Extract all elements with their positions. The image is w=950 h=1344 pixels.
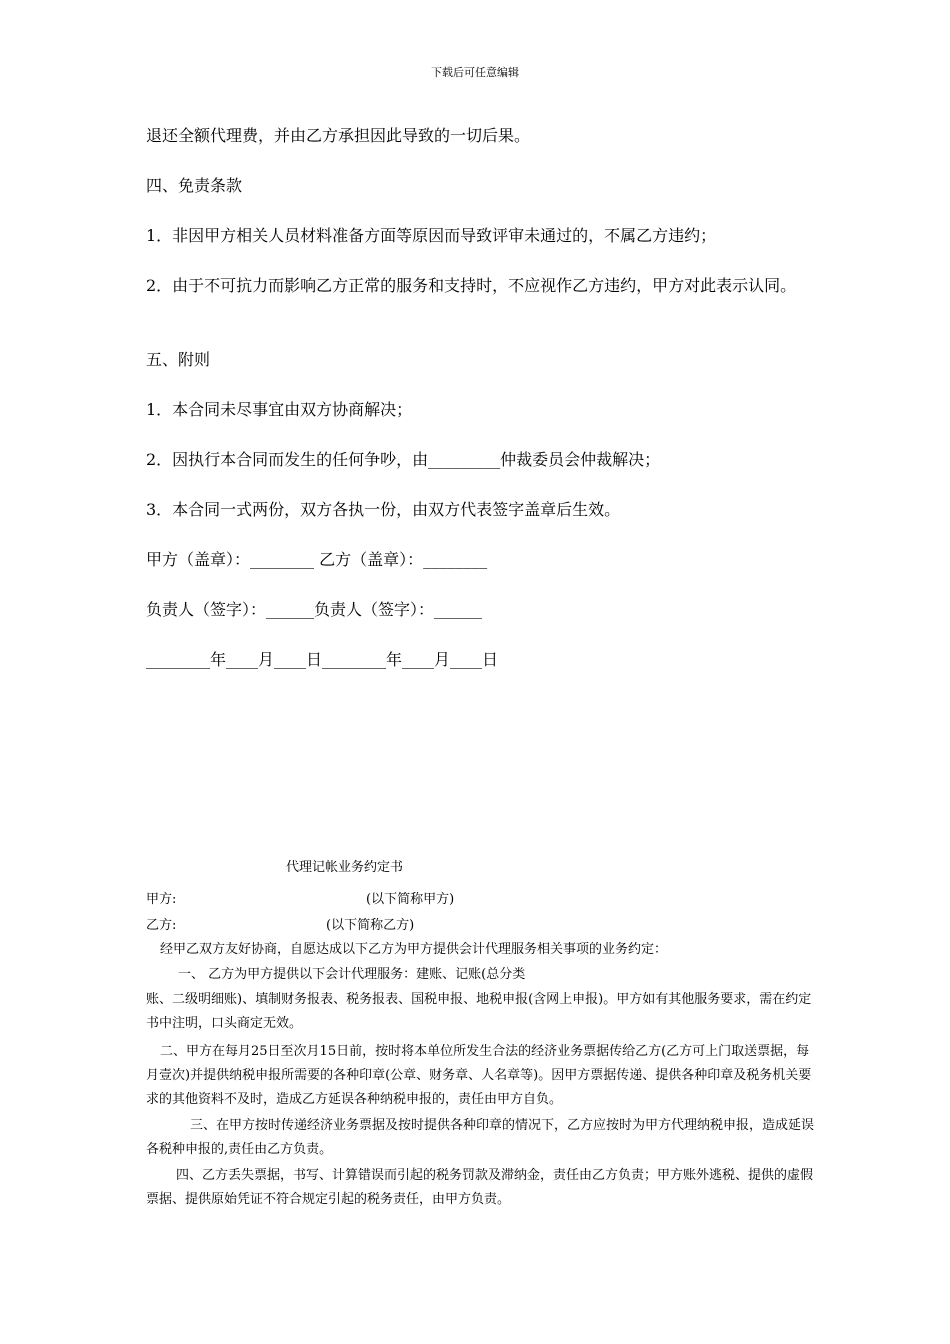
clause-2: 二、甲方在每月25日至次月15日前，按时将本单位所发生合法的经济业务票据传给乙方(乙方可上门取送票据，每月壹次)并提供纳税申报所需要的各种印章(公章、财务章、人名章等)。因甲方票据传递、提供各种印章及税务机关要求的其他资料不及时，造成乙方延误各种纳税申报的，责任由甲方自负。 xyxy=(146,1044,812,1107)
closing-line: 退还全额代理费，并由乙方承担因此导致的一切后果。 xyxy=(146,126,531,145)
clause-4: 四、乙方丢失票据，书写、计算错误而引起的税务罚款及滞纳金，责任由乙方负责；甲方账外逃税、提供的虚假票据、提供原始凭证不符合规定引起的税务责任，由甲方负责。 xyxy=(146,1168,814,1207)
seal-line: 甲方（盖章）：________ 乙方（盖章）：________ xyxy=(146,550,488,569)
clause-3: 三、在甲方按时传递经济业务票据及按时提供各种印章的情况下，乙方应按时为甲方代理纳税申报，造成延误各税种申报的,责任由乙方负责。 xyxy=(146,1118,815,1157)
clause-1-rest: 账、二级明细账)、填制财务报表、税务报表、国税申报、地税申报(含网上申报)。甲方如有其他服务要求，需在约定书中注明，口头商定无效。 xyxy=(146,992,812,1031)
page-header-watermark: 下载后可任意编辑 xyxy=(431,66,519,79)
party-a-label: 甲方: xyxy=(146,892,177,907)
intro-paragraph: 经甲乙双方友好协商，自愿达成以下乙方为甲方提供会计代理服务相关事项的业务约定： xyxy=(160,942,668,957)
section-heading-disclaimer: 四、免责条款 xyxy=(146,176,243,195)
clause-1-first-line: 一、 乙方为甲方提供以下会计代理服务：建账、记账(总分类 xyxy=(178,967,526,982)
party-a-note: (以下简称甲方) xyxy=(366,892,455,907)
agreement-title: 代理记帐业务约定书 xyxy=(286,860,404,875)
party-b-label: 乙方: xyxy=(146,918,177,933)
disclaimer-item-2: 2．由于不可抗力而影响乙方正常的服务和支持时，不应视作乙方违约，甲方对此表示认同。 xyxy=(146,276,797,295)
disclaimer-item-1: 1．非因甲方相关人员材料准备方面等原因而导致评审未通过的，不属乙方违约； xyxy=(146,226,717,245)
appendix-item-3: 3．本合同一式两份，双方各执一份，由双方代表签字盖章后生效。 xyxy=(146,500,621,519)
appendix-item-1: 1．本合同未尽事宜由双方协商解决； xyxy=(146,400,413,419)
signature-line: 负责人（签字）：______负责人（签字）：______ xyxy=(146,600,483,619)
party-b-note: (以下简称乙方) xyxy=(326,918,415,933)
section-heading-appendix: 五、附则 xyxy=(146,350,211,369)
date-line: ________年____月____日________年____月____日 xyxy=(146,650,499,669)
appendix-item-2: 2．因执行本合同而发生的任何争吵，由_________仲裁委员会仲裁解决； xyxy=(146,450,661,469)
